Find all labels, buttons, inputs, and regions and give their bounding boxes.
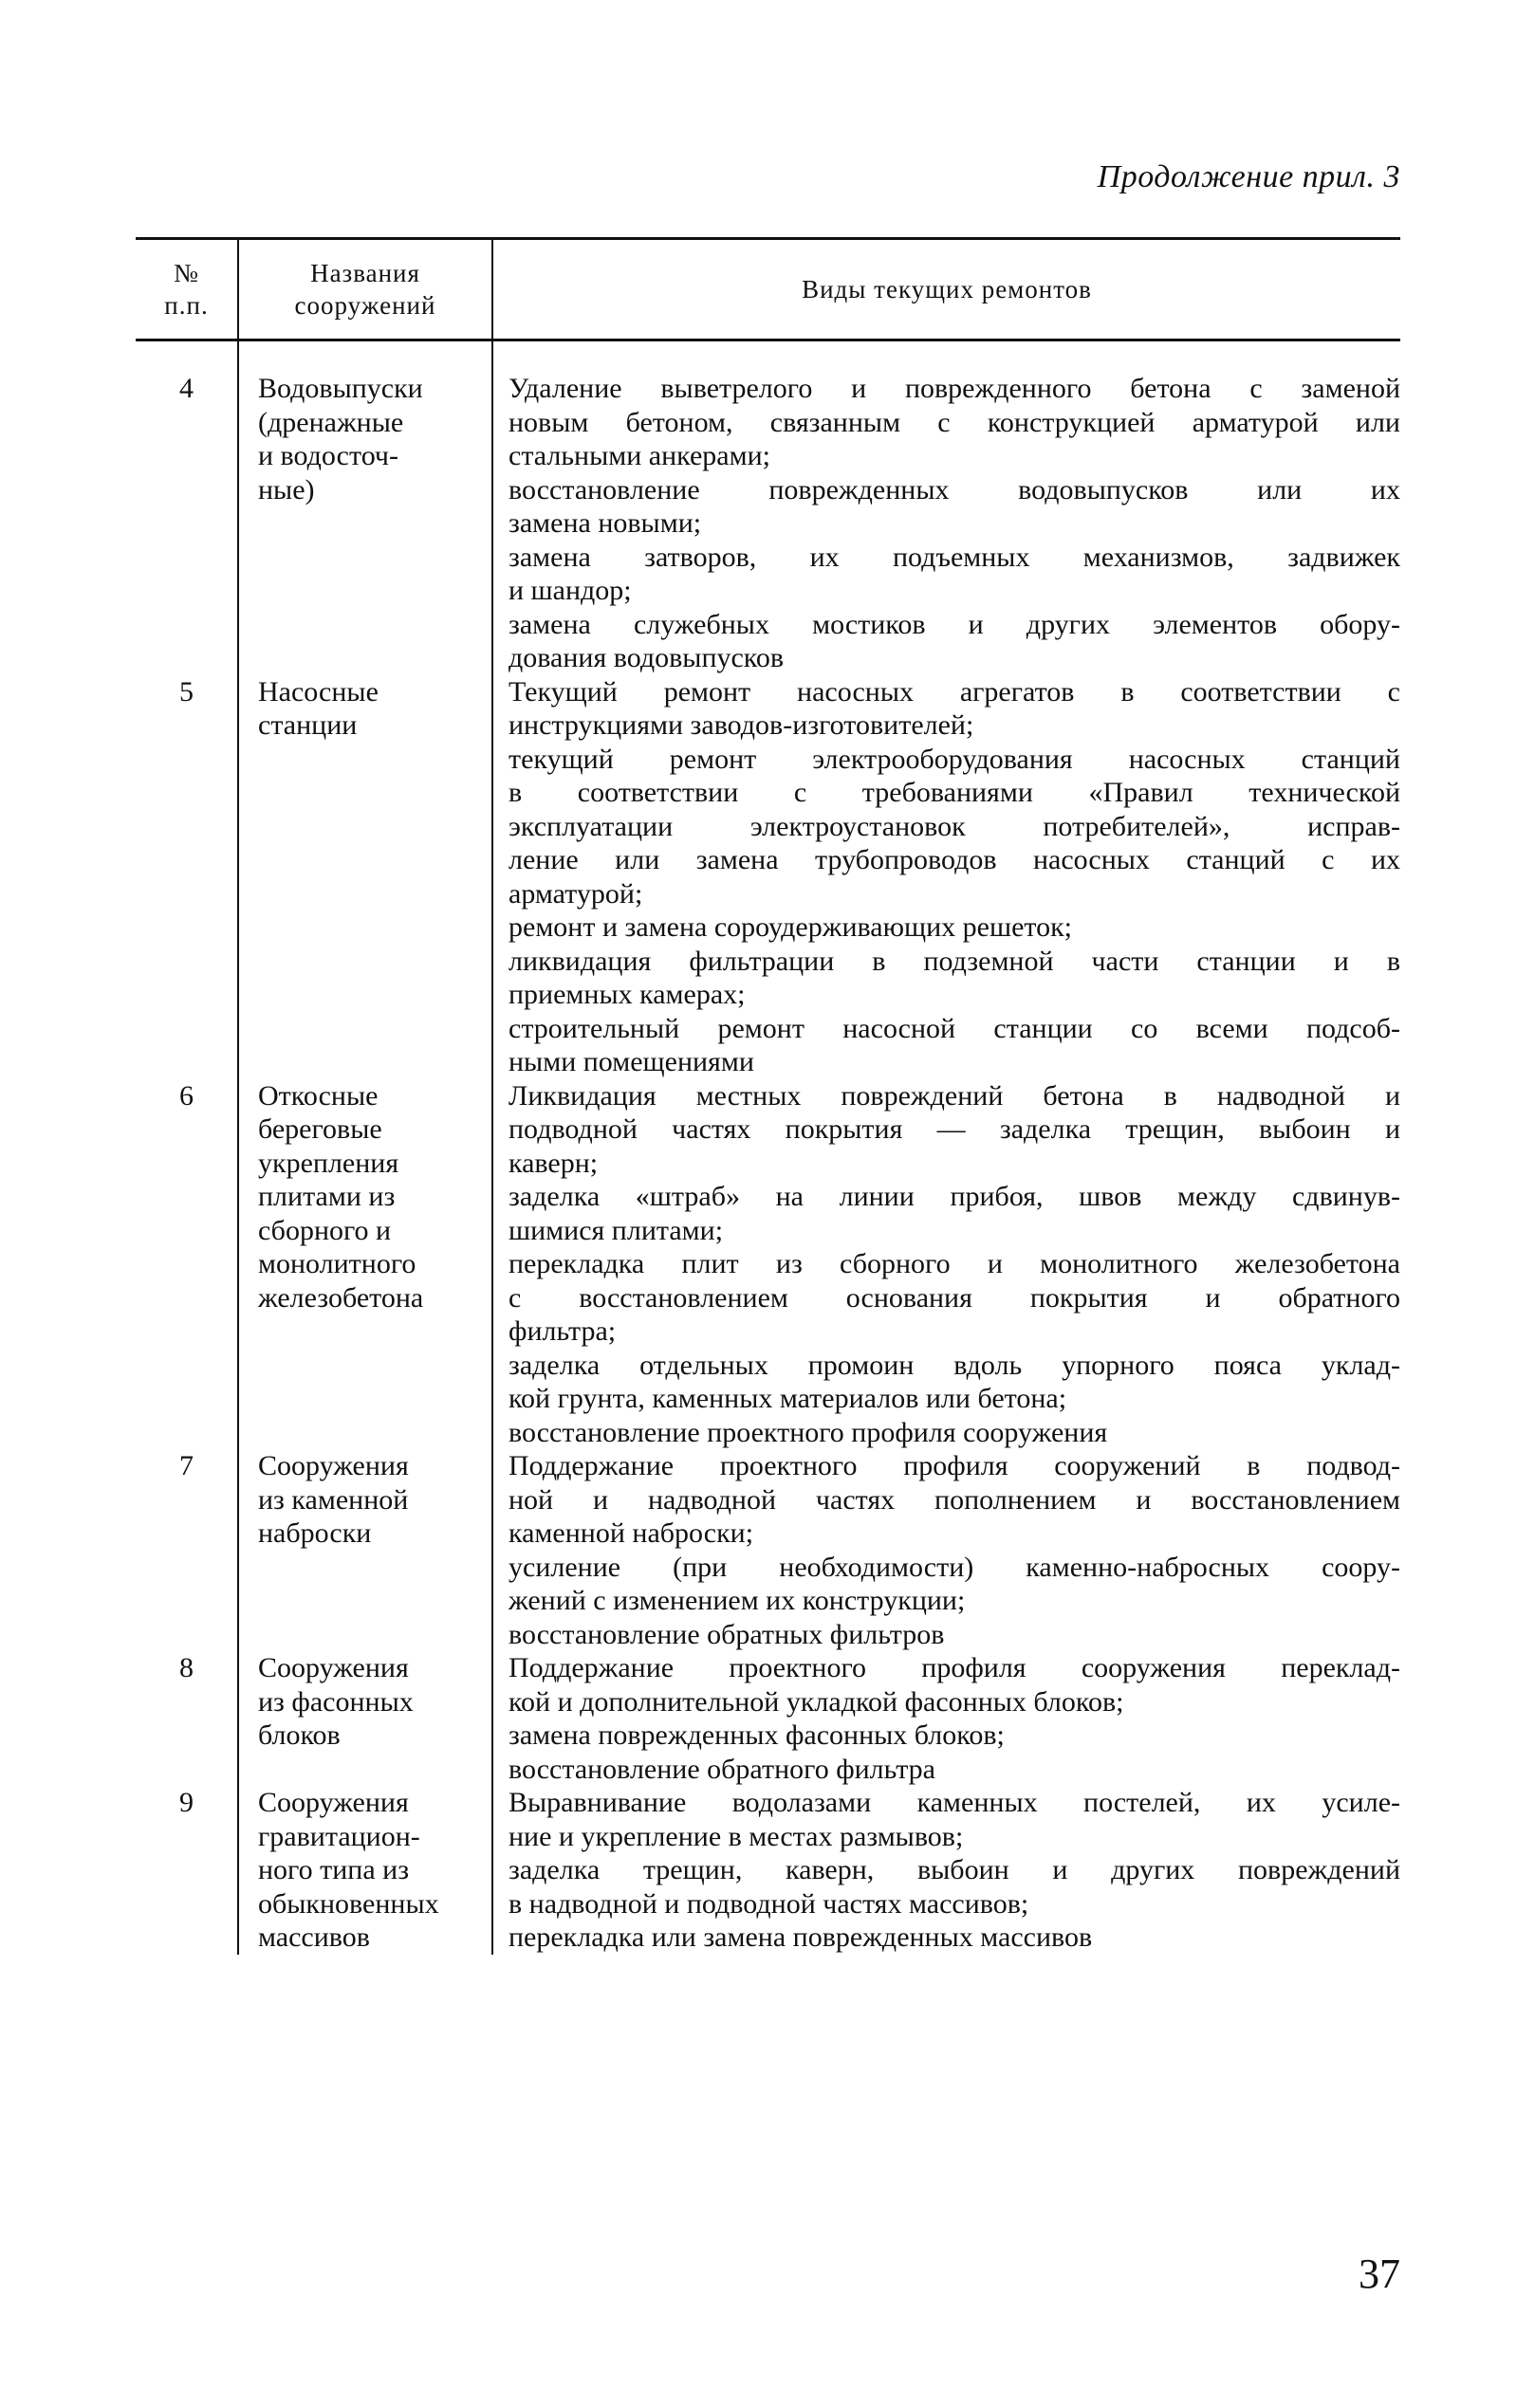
repair-description-line: восстановление обратного фильтра <box>509 1753 935 1785</box>
header-num: № п.п. <box>136 239 238 340</box>
repair-description-line: ликвидация фильтрации в подземной части станции и в <box>509 945 1400 977</box>
repair-description-line: жений с изменением их конструкции; <box>509 1585 966 1616</box>
repair-description-line: в надводной и подводной частях массивов; <box>509 1887 1029 1920</box>
repair-description-line: замена поврежденных фасонных блоков; <box>509 1719 1005 1751</box>
repair-description-line: восстановление проектного профиля сооружения <box>509 1416 1108 1448</box>
repair-description-line: заделка трещин, каверн, выбоин и других повреждений <box>509 1854 1400 1885</box>
repair-description-line: арматурой; <box>509 877 643 910</box>
structure-name-line: из фасонных <box>258 1685 414 1718</box>
structure-name <box>238 1786 492 1955</box>
structure-name-line: железобетона <box>258 1281 424 1314</box>
row-number: 7 <box>136 1449 238 1651</box>
structure-name-line: наброски <box>258 1517 372 1549</box>
repair-description-line: восстановление поврежденных водовыпусков или их <box>509 473 1400 505</box>
structure-name-line: монолитного <box>258 1248 416 1279</box>
structure-name-line: сборного и <box>258 1214 392 1246</box>
structure-name-line: обыкновенных <box>258 1887 439 1920</box>
repair-description-line: стальными анкерами; <box>509 440 770 471</box>
repair-description-line: в соответствии с требованиями «Правил технической <box>509 777 1400 808</box>
repair-description-line: и шандор; <box>509 575 632 606</box>
structure-name-line: береговые <box>258 1113 382 1145</box>
structure-name-line: плитами из <box>258 1181 396 1212</box>
structure-name-line: и водосточ- <box>258 440 398 471</box>
table-row <box>136 340 1400 675</box>
page-number: 37 <box>1359 2251 1400 2297</box>
repairs-table <box>136 237 1400 1955</box>
header-desc: Виды текущих ремонтов <box>492 239 1400 340</box>
table-row <box>136 1079 1400 1450</box>
structure-name-line: Сооружения <box>258 1450 409 1481</box>
repair-description <box>492 675 1400 1079</box>
repair-description-line: ными помещениями <box>509 1046 754 1077</box>
structure-name <box>238 1651 492 1786</box>
table-row <box>136 1449 1400 1651</box>
repair-description-line: заделка «штраб» на линии прибоя, швов между сдвинув- <box>509 1181 1400 1212</box>
repair-description-line: ление или замена трубопроводов насосных станций с их <box>509 844 1400 875</box>
repair-description-line: заделка отдельных промоин вдоль упорного пояса уклад- <box>509 1349 1400 1381</box>
repair-description <box>492 1449 1400 1651</box>
repair-description-line: усиление (при необходимости) каменно-набросных соору- <box>509 1551 1400 1583</box>
repair-description-line: Удаление выветрелого и поврежденного бетона с заменой <box>509 373 1400 404</box>
table-header-row <box>136 239 1400 340</box>
structure-name-line: гравитацион- <box>258 1820 420 1852</box>
table-row <box>136 675 1400 1079</box>
repair-description-line: замена служебных мостиков и других элементов обору- <box>509 608 1400 640</box>
repair-description <box>492 340 1400 675</box>
repair-description-line: перекладка или замена поврежденных массивов <box>509 1921 1093 1953</box>
table-row <box>136 1651 1400 1786</box>
structure-name-line: Сооружения <box>258 1787 409 1818</box>
repair-description-line: ние и укрепление в местах размывов; <box>509 1820 964 1852</box>
row-number: 6 <box>136 1079 238 1450</box>
structure-name-line: Сооружения <box>258 1652 409 1683</box>
repair-description-line: Выравнивание водолазами каменных постелей, их усиле- <box>509 1787 1400 1818</box>
repair-description-line: фильтра; <box>509 1315 617 1347</box>
structure-name <box>238 1079 492 1450</box>
repair-description-line: шимися плитами; <box>509 1214 724 1246</box>
structure-name-line: ного типа из <box>258 1854 410 1885</box>
repair-description-line: кой грунта, каменных материалов или бетона; <box>509 1383 1067 1414</box>
repair-description <box>492 1079 1400 1450</box>
repair-description <box>492 1786 1400 1955</box>
structure-name-line: укрепления <box>258 1147 399 1179</box>
repair-description-line: замена затворов, их подъемных механизмов, задвижек <box>509 541 1400 573</box>
repair-description-line: инструкциями заводов-изготовителей; <box>509 709 974 741</box>
row-number: 8 <box>136 1651 238 1786</box>
table-body <box>136 340 1400 1955</box>
structure-name-line: массивов <box>258 1921 370 1953</box>
repair-description-line: новым бетоном, связанным с конструкцией арматурой или <box>509 406 1400 438</box>
repair-description-line: с восстановлением основания покрытия и обратного <box>509 1281 1400 1314</box>
repair-description <box>492 1651 1400 1786</box>
structure-name-line: Откосные <box>258 1079 379 1112</box>
structure-name-line: Водовыпуски <box>258 373 423 404</box>
repair-description-line: эксплуатации электроустановок потребителей», исправ- <box>509 810 1400 842</box>
repair-description-line: ной и надводной частях пополнением и восстановлением <box>509 1483 1400 1516</box>
repair-description-line: приемных камерах; <box>509 979 746 1010</box>
structure-name-line: (дренажные <box>258 406 404 438</box>
structure-name <box>238 1449 492 1651</box>
table-row <box>136 1786 1400 1955</box>
repair-description-line: кой и дополнительной укладкой фасонных блоков; <box>509 1685 1124 1718</box>
repair-description-line: перекладка плит из сборного и монолитного железобетона <box>509 1248 1400 1279</box>
repair-description-line: дования водовыпусков <box>509 642 785 673</box>
repair-description-line: Поддержание проектного профиля сооружений в подвод- <box>509 1450 1400 1481</box>
repair-description-line: текущий ремонт электрооборудования насосных станций <box>509 743 1400 775</box>
repair-description-line: замена новыми; <box>509 507 702 539</box>
repair-description-line: Текущий ремонт насосных агрегатов в соответствии с <box>509 675 1400 708</box>
row-number: 4 <box>136 340 238 675</box>
repair-description-line: подводной частях покрытия — заделка трещин, выбоин и <box>509 1113 1400 1145</box>
header-name: Названия сооружений <box>238 239 492 340</box>
repair-description-line: восстановление обратных фильтров <box>509 1618 945 1650</box>
repair-description-line: ремонт и замена сороудерживающих решеток; <box>509 911 1073 943</box>
repair-description-line: Ликвидация местных повреждений бетона в надводной и <box>509 1079 1400 1112</box>
structure-name-line: из каменной <box>258 1483 409 1516</box>
structure-name-line: блоков <box>258 1719 341 1751</box>
row-number: 9 <box>136 1786 238 1955</box>
structure-name <box>238 675 492 1079</box>
structure-name-line: ные) <box>258 473 315 505</box>
repair-description-line: каверн; <box>509 1147 599 1179</box>
continuation-note: Продолжение прил. 3 <box>1097 159 1400 194</box>
repair-description-line: каменной наброски; <box>509 1517 754 1549</box>
structure-name-line: станции <box>258 709 358 741</box>
structure-name-line: Насосные <box>258 675 379 708</box>
repair-description-line: строительный ремонт насосной станции со всеми подсоб- <box>509 1012 1400 1044</box>
structure-name <box>238 340 492 675</box>
row-number: 5 <box>136 675 238 1079</box>
repair-description-line: Поддержание проектного профиля сооружения переклад- <box>509 1652 1400 1683</box>
